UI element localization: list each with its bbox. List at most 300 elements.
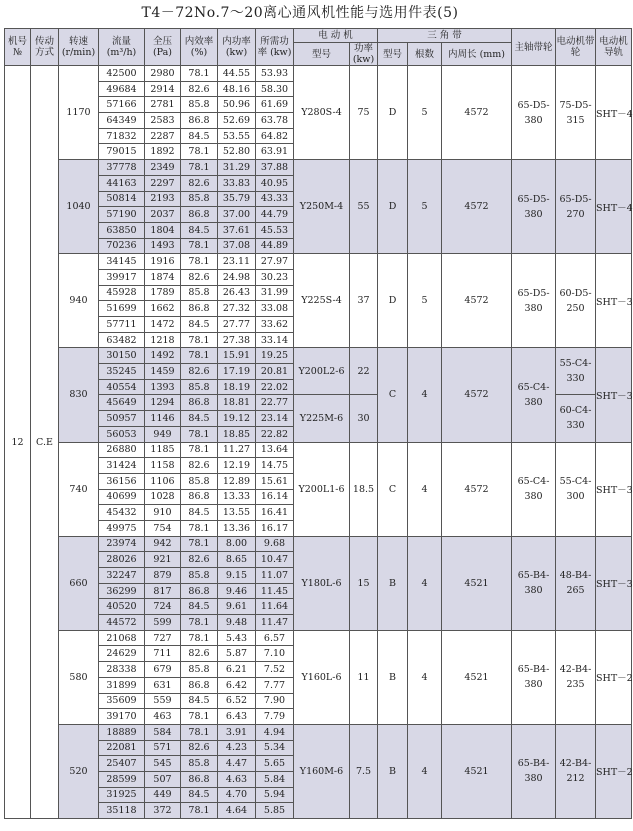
belt-count-cell: 5 bbox=[408, 160, 442, 254]
motor-power-cell: 55 bbox=[350, 160, 378, 254]
pressure-cell: 879 bbox=[145, 568, 181, 584]
required-power-cell: 23.14 bbox=[256, 411, 294, 427]
internal-power-cell: 13.36 bbox=[218, 520, 256, 536]
pressure-cell: 1294 bbox=[145, 395, 181, 411]
pressure-cell: 942 bbox=[145, 536, 181, 552]
belt-length-cell: 4572 bbox=[442, 66, 512, 160]
internal-power-cell: 23.11 bbox=[218, 254, 256, 270]
pressure-cell: 754 bbox=[145, 520, 181, 536]
pressure-cell: 1218 bbox=[145, 332, 181, 348]
internal-power-cell: 48.16 bbox=[218, 81, 256, 97]
belt-length-cell: 4521 bbox=[442, 536, 512, 630]
required-power-cell: 16.41 bbox=[256, 505, 294, 521]
required-power-cell: 5.94 bbox=[256, 787, 294, 803]
internal-power-cell: 19.12 bbox=[218, 411, 256, 427]
flow-cell: 23974 bbox=[99, 536, 145, 552]
motor-power-cell: 15 bbox=[350, 536, 378, 630]
flow-cell: 45432 bbox=[99, 505, 145, 521]
efficiency-cell: 84.5 bbox=[181, 411, 218, 427]
internal-power-cell: 18.81 bbox=[218, 395, 256, 411]
pressure-cell: 2781 bbox=[145, 97, 181, 113]
flow-cell: 57711 bbox=[99, 317, 145, 333]
flow-cell: 24629 bbox=[99, 646, 145, 662]
table-row bbox=[5, 536, 632, 552]
required-power-cell: 4.94 bbox=[256, 724, 294, 740]
belt-model-cell: D bbox=[378, 254, 408, 348]
flow-cell: 31899 bbox=[99, 677, 145, 693]
motor-pulley-cell: 42-B4-235 bbox=[556, 630, 596, 724]
pressure-cell: 2980 bbox=[145, 66, 181, 82]
belt-count-cell: 4 bbox=[408, 442, 442, 536]
required-power-cell: 22.77 bbox=[256, 395, 294, 411]
efficiency-cell: 78.1 bbox=[181, 615, 218, 631]
motor-pulley-cell: 65-D5-270 bbox=[556, 160, 596, 254]
flow-cell: 44572 bbox=[99, 615, 145, 631]
required-power-cell: 61.69 bbox=[256, 97, 294, 113]
table-row bbox=[5, 724, 632, 740]
required-power-cell: 33.62 bbox=[256, 317, 294, 333]
motor-pulley-cell: 75-D5-315 bbox=[556, 66, 596, 160]
belt-model-cell: B bbox=[378, 630, 408, 724]
motor-model-cell: Y225M-6 bbox=[294, 395, 350, 442]
efficiency-cell: 78.1 bbox=[181, 144, 218, 160]
flow-cell: 35118 bbox=[99, 803, 145, 819]
motor-power-cell: 75 bbox=[350, 66, 378, 160]
pressure-cell: 1916 bbox=[145, 254, 181, 270]
motor-power-cell: 37 bbox=[350, 254, 378, 348]
header-suoxu: 所需功率 (kw) bbox=[256, 29, 294, 66]
pressure-cell: 1185 bbox=[145, 442, 181, 458]
efficiency-cell: 78.1 bbox=[181, 630, 218, 646]
pressure-cell: 449 bbox=[145, 787, 181, 803]
required-power-cell: 43.33 bbox=[256, 191, 294, 207]
motor-pulley-cell: 55-C4-330 bbox=[556, 348, 596, 395]
page-title: T4－72No.7～20离心通风机性能与选用件表(5) bbox=[141, 5, 459, 21]
internal-power-cell: 37.61 bbox=[218, 222, 256, 238]
efficiency-cell: 82.6 bbox=[181, 269, 218, 285]
efficiency-cell: 82.6 bbox=[181, 364, 218, 380]
main-pulley-cell: 65-C4-380 bbox=[512, 348, 556, 442]
header-motor-group: 电 动 机 bbox=[294, 29, 378, 43]
efficiency-cell: 84.5 bbox=[181, 505, 218, 521]
pressure-cell: 921 bbox=[145, 552, 181, 568]
pressure-cell: 724 bbox=[145, 599, 181, 615]
pressure-cell: 949 bbox=[145, 426, 181, 442]
rail-cell: SHT－2 bbox=[596, 630, 632, 724]
internal-power-cell: 11.27 bbox=[218, 442, 256, 458]
efficiency-cell: 86.8 bbox=[181, 583, 218, 599]
header-motor-power: 功率 (kw) bbox=[350, 43, 378, 66]
rail-cell: SHT－4 bbox=[596, 66, 632, 160]
belt-count-cell: 5 bbox=[408, 254, 442, 348]
required-power-cell: 10.47 bbox=[256, 552, 294, 568]
belt-length-cell: 4572 bbox=[442, 160, 512, 254]
pressure-cell: 1662 bbox=[145, 301, 181, 317]
pressure-cell: 679 bbox=[145, 662, 181, 678]
efficiency-cell: 85.8 bbox=[181, 473, 218, 489]
required-power-cell: 16.17 bbox=[256, 520, 294, 536]
internal-power-cell: 5.43 bbox=[218, 630, 256, 646]
required-power-cell: 7.90 bbox=[256, 693, 294, 709]
main-pulley-cell: 65-D5-380 bbox=[512, 254, 556, 348]
required-power-cell: 5.65 bbox=[256, 756, 294, 772]
belt-length-cell: 4521 bbox=[442, 724, 512, 818]
header-belt-group: 三 角 带 bbox=[378, 29, 512, 43]
header-main-pulley: 主轴带轮 bbox=[512, 29, 556, 66]
belt-count-cell: 4 bbox=[408, 348, 442, 442]
flow-cell: 28026 bbox=[99, 552, 145, 568]
internal-power-cell: 33.83 bbox=[218, 175, 256, 191]
motor-model-cell: Y225S-4 bbox=[294, 254, 350, 348]
flow-cell: 35245 bbox=[99, 364, 145, 380]
motor-model-cell: Y200L1-6 bbox=[294, 442, 350, 536]
pressure-cell: 1472 bbox=[145, 317, 181, 333]
efficiency-cell: 86.8 bbox=[181, 207, 218, 223]
flow-cell: 35609 bbox=[99, 693, 145, 709]
header-liuliang: 流量 (m³/h) bbox=[99, 29, 145, 66]
header-belt-count: 根数 bbox=[408, 43, 442, 66]
speed-cell: 580 bbox=[59, 630, 99, 724]
main-pulley-cell: 65-B4-380 bbox=[512, 536, 556, 630]
required-power-cell: 15.61 bbox=[256, 473, 294, 489]
flow-cell: 36299 bbox=[99, 583, 145, 599]
belt-model-cell: B bbox=[378, 536, 408, 630]
belt-count-cell: 4 bbox=[408, 724, 442, 818]
flow-cell: 28599 bbox=[99, 771, 145, 787]
flow-cell: 37778 bbox=[99, 160, 145, 176]
flow-cell: 57166 bbox=[99, 97, 145, 113]
internal-power-cell: 6.21 bbox=[218, 662, 256, 678]
internal-power-cell: 44.55 bbox=[218, 66, 256, 82]
motor-power-cell: 7.5 bbox=[350, 724, 378, 818]
motor-model-cell: Y200L2-6 bbox=[294, 348, 350, 395]
efficiency-cell: 78.1 bbox=[181, 332, 218, 348]
flow-cell: 32247 bbox=[99, 568, 145, 584]
header-belt-len: 内周长 (mm) bbox=[442, 43, 512, 66]
pressure-cell: 584 bbox=[145, 724, 181, 740]
internal-power-cell: 6.52 bbox=[218, 693, 256, 709]
motor-model-cell: Y250M-4 bbox=[294, 160, 350, 254]
speed-cell: 1040 bbox=[59, 160, 99, 254]
internal-power-cell: 17.19 bbox=[218, 364, 256, 380]
internal-power-cell: 18.19 bbox=[218, 379, 256, 395]
efficiency-cell: 86.8 bbox=[181, 489, 218, 505]
flow-cell: 79015 bbox=[99, 144, 145, 160]
internal-power-cell: 27.77 bbox=[218, 317, 256, 333]
flow-cell: 56053 bbox=[99, 426, 145, 442]
required-power-cell: 37.88 bbox=[256, 160, 294, 176]
speed-cell: 520 bbox=[59, 724, 99, 818]
motor-pulley-cell: 42-B4-212 bbox=[556, 724, 596, 818]
pressure-cell: 599 bbox=[145, 615, 181, 631]
required-power-cell: 22.82 bbox=[256, 426, 294, 442]
flow-cell: 49684 bbox=[99, 81, 145, 97]
motor-pulley-cell: 60-C4-330 bbox=[556, 395, 596, 442]
required-power-cell: 53.93 bbox=[256, 66, 294, 82]
flow-cell: 36156 bbox=[99, 473, 145, 489]
flow-cell: 49975 bbox=[99, 520, 145, 536]
efficiency-cell: 82.6 bbox=[181, 175, 218, 191]
drive-type: C.E bbox=[31, 66, 59, 819]
flow-cell: 30150 bbox=[99, 348, 145, 364]
belt-count-cell: 4 bbox=[408, 630, 442, 724]
required-power-cell: 11.07 bbox=[256, 568, 294, 584]
internal-power-cell: 18.85 bbox=[218, 426, 256, 442]
internal-power-cell: 4.47 bbox=[218, 756, 256, 772]
flow-cell: 45649 bbox=[99, 395, 145, 411]
required-power-cell: 58.30 bbox=[256, 81, 294, 97]
motor-power-cell: 22 bbox=[350, 348, 378, 395]
required-power-cell: 40.95 bbox=[256, 175, 294, 191]
internal-power-cell: 8.00 bbox=[218, 536, 256, 552]
required-power-cell: 44.79 bbox=[256, 207, 294, 223]
required-power-cell: 63.78 bbox=[256, 113, 294, 129]
required-power-cell: 11.47 bbox=[256, 615, 294, 631]
flow-cell: 26880 bbox=[99, 442, 145, 458]
internal-power-cell: 52.69 bbox=[218, 113, 256, 129]
header-motor-pulley: 电动机带轮 bbox=[556, 29, 596, 66]
efficiency-cell: 85.8 bbox=[181, 285, 218, 301]
rail-cell: SHT－3 bbox=[596, 536, 632, 630]
required-power-cell: 64.82 bbox=[256, 128, 294, 144]
required-power-cell: 14.75 bbox=[256, 458, 294, 474]
required-power-cell: 22.02 bbox=[256, 379, 294, 395]
efficiency-cell: 86.8 bbox=[181, 301, 218, 317]
pressure-cell: 1028 bbox=[145, 489, 181, 505]
belt-count-cell: 5 bbox=[408, 66, 442, 160]
belt-model-cell: B bbox=[378, 724, 408, 818]
efficiency-cell: 85.8 bbox=[181, 756, 218, 772]
motor-pulley-cell: 60-D5-250 bbox=[556, 254, 596, 348]
table-row bbox=[5, 630, 632, 646]
efficiency-cell: 86.8 bbox=[181, 113, 218, 129]
pressure-cell: 1492 bbox=[145, 348, 181, 364]
belt-model-cell: C bbox=[378, 348, 408, 442]
motor-power-cell: 18.5 bbox=[350, 442, 378, 536]
pressure-cell: 2193 bbox=[145, 191, 181, 207]
internal-power-cell: 13.33 bbox=[218, 489, 256, 505]
motor-model-cell: Y160M-6 bbox=[294, 724, 350, 818]
pressure-cell: 1393 bbox=[145, 379, 181, 395]
rail-cell: SHT－3 bbox=[596, 442, 632, 536]
pressure-cell: 711 bbox=[145, 646, 181, 662]
required-power-cell: 16.14 bbox=[256, 489, 294, 505]
efficiency-cell: 84.5 bbox=[181, 787, 218, 803]
internal-power-cell: 27.32 bbox=[218, 301, 256, 317]
required-power-cell: 7.52 bbox=[256, 662, 294, 678]
efficiency-cell: 78.1 bbox=[181, 348, 218, 364]
flow-cell: 39917 bbox=[99, 269, 145, 285]
flow-cell: 28338 bbox=[99, 662, 145, 678]
pressure-cell: 372 bbox=[145, 803, 181, 819]
machine-no: 12 bbox=[5, 66, 31, 819]
flow-cell: 18889 bbox=[99, 724, 145, 740]
efficiency-cell: 85.8 bbox=[181, 568, 218, 584]
header-jihao: 机号 № bbox=[5, 29, 31, 66]
speed-cell: 940 bbox=[59, 254, 99, 348]
internal-power-cell: 12.89 bbox=[218, 473, 256, 489]
header-zhuansu: 转速 (r/min) bbox=[59, 29, 99, 66]
internal-power-cell: 8.65 bbox=[218, 552, 256, 568]
motor-pulley-cell: 48-B4-265 bbox=[556, 536, 596, 630]
pressure-cell: 1804 bbox=[145, 222, 181, 238]
flow-cell: 39170 bbox=[99, 709, 145, 725]
required-power-cell: 20.81 bbox=[256, 364, 294, 380]
internal-power-cell: 27.38 bbox=[218, 332, 256, 348]
flow-cell: 21068 bbox=[99, 630, 145, 646]
internal-power-cell: 52.80 bbox=[218, 144, 256, 160]
table-row bbox=[5, 348, 632, 364]
belt-model-cell: D bbox=[378, 160, 408, 254]
efficiency-cell: 82.6 bbox=[181, 81, 218, 97]
internal-power-cell: 31.29 bbox=[218, 160, 256, 176]
pressure-cell: 545 bbox=[145, 756, 181, 772]
efficiency-cell: 78.1 bbox=[181, 238, 218, 254]
motor-model-cell: Y180L-6 bbox=[294, 536, 350, 630]
required-power-cell: 19.25 bbox=[256, 348, 294, 364]
speed-cell: 740 bbox=[59, 442, 99, 536]
efficiency-cell: 82.6 bbox=[181, 552, 218, 568]
pressure-cell: 2297 bbox=[145, 175, 181, 191]
efficiency-cell: 84.5 bbox=[181, 599, 218, 615]
speed-cell: 830 bbox=[59, 348, 99, 442]
flow-cell: 51699 bbox=[99, 301, 145, 317]
internal-power-cell: 15.91 bbox=[218, 348, 256, 364]
internal-power-cell: 50.96 bbox=[218, 97, 256, 113]
efficiency-cell: 85.8 bbox=[181, 97, 218, 113]
required-power-cell: 6.57 bbox=[256, 630, 294, 646]
header-motor-rail: 电动机导轨 bbox=[596, 29, 632, 66]
flow-cell: 40554 bbox=[99, 379, 145, 395]
pressure-cell: 2914 bbox=[145, 81, 181, 97]
belt-model-cell: D bbox=[378, 66, 408, 160]
internal-power-cell: 4.70 bbox=[218, 787, 256, 803]
fan-performance-table bbox=[4, 28, 632, 819]
efficiency-cell: 85.8 bbox=[181, 379, 218, 395]
flow-cell: 70236 bbox=[99, 238, 145, 254]
pressure-cell: 2287 bbox=[145, 128, 181, 144]
efficiency-cell: 78.1 bbox=[181, 160, 218, 176]
required-power-cell: 27.97 bbox=[256, 254, 294, 270]
efficiency-cell: 78.1 bbox=[181, 520, 218, 536]
pressure-cell: 817 bbox=[145, 583, 181, 599]
required-power-cell: 11.64 bbox=[256, 599, 294, 615]
rail-cell: SHT－3 bbox=[596, 254, 632, 348]
motor-model-cell: Y280S-4 bbox=[294, 66, 350, 160]
belt-length-cell: 4572 bbox=[442, 348, 512, 442]
pressure-cell: 1493 bbox=[145, 238, 181, 254]
internal-power-cell: 37.00 bbox=[218, 207, 256, 223]
flow-cell: 63850 bbox=[99, 222, 145, 238]
table-row bbox=[5, 254, 632, 270]
main-pulley-cell: 65-B4-380 bbox=[512, 630, 556, 724]
efficiency-cell: 85.8 bbox=[181, 662, 218, 678]
required-power-cell: 33.14 bbox=[256, 332, 294, 348]
belt-length-cell: 4572 bbox=[442, 254, 512, 348]
pressure-cell: 1892 bbox=[145, 144, 181, 160]
efficiency-cell: 78.1 bbox=[181, 66, 218, 82]
pressure-cell: 727 bbox=[145, 630, 181, 646]
main-pulley-cell: 65-D5-380 bbox=[512, 66, 556, 160]
pressure-cell: 463 bbox=[145, 709, 181, 725]
efficiency-cell: 82.6 bbox=[181, 740, 218, 756]
required-power-cell: 33.08 bbox=[256, 301, 294, 317]
flow-cell: 44163 bbox=[99, 175, 145, 191]
pressure-cell: 910 bbox=[145, 505, 181, 521]
internal-power-cell: 9.46 bbox=[218, 583, 256, 599]
pressure-cell: 1106 bbox=[145, 473, 181, 489]
required-power-cell: 45.53 bbox=[256, 222, 294, 238]
required-power-cell: 13.64 bbox=[256, 442, 294, 458]
belt-count-cell: 4 bbox=[408, 536, 442, 630]
header-quanya: 全压 (Pa) bbox=[145, 29, 181, 66]
efficiency-cell: 78.1 bbox=[181, 442, 218, 458]
pressure-cell: 1146 bbox=[145, 411, 181, 427]
internal-power-cell: 26.43 bbox=[218, 285, 256, 301]
required-power-cell: 5.85 bbox=[256, 803, 294, 819]
motor-power-cell: 11 bbox=[350, 630, 378, 724]
pressure-cell: 1459 bbox=[145, 364, 181, 380]
pressure-cell: 1789 bbox=[145, 285, 181, 301]
internal-power-cell: 9.15 bbox=[218, 568, 256, 584]
flow-cell: 31925 bbox=[99, 787, 145, 803]
pressure-cell: 1874 bbox=[145, 269, 181, 285]
belt-model-cell: C bbox=[378, 442, 408, 536]
required-power-cell: 44.89 bbox=[256, 238, 294, 254]
efficiency-cell: 82.6 bbox=[181, 646, 218, 662]
required-power-cell: 11.45 bbox=[256, 583, 294, 599]
efficiency-cell: 86.8 bbox=[181, 771, 218, 787]
pressure-cell: 2349 bbox=[145, 160, 181, 176]
efficiency-cell: 78.1 bbox=[181, 254, 218, 270]
flow-cell: 71832 bbox=[99, 128, 145, 144]
speed-cell: 1170 bbox=[59, 66, 99, 160]
required-power-cell: 5.34 bbox=[256, 740, 294, 756]
flow-cell: 25407 bbox=[99, 756, 145, 772]
flow-cell: 64349 bbox=[99, 113, 145, 129]
required-power-cell: 31.99 bbox=[256, 285, 294, 301]
pressure-cell: 2037 bbox=[145, 207, 181, 223]
internal-power-cell: 4.64 bbox=[218, 803, 256, 819]
required-power-cell: 63.91 bbox=[256, 144, 294, 160]
internal-power-cell: 9.61 bbox=[218, 599, 256, 615]
table-row bbox=[5, 442, 632, 458]
internal-power-cell: 24.98 bbox=[218, 269, 256, 285]
flow-cell: 42500 bbox=[99, 66, 145, 82]
main-pulley-cell: 65-B4-380 bbox=[512, 724, 556, 818]
flow-cell: 57190 bbox=[99, 207, 145, 223]
flow-cell: 50814 bbox=[99, 191, 145, 207]
required-power-cell: 5.84 bbox=[256, 771, 294, 787]
internal-power-cell: 3.91 bbox=[218, 724, 256, 740]
efficiency-cell: 82.6 bbox=[181, 458, 218, 474]
efficiency-cell: 84.5 bbox=[181, 317, 218, 333]
flow-cell: 50957 bbox=[99, 411, 145, 427]
main-pulley-cell: 65-C4-380 bbox=[512, 442, 556, 536]
speed-cell: 660 bbox=[59, 536, 99, 630]
pressure-cell: 631 bbox=[145, 677, 181, 693]
table-body bbox=[5, 66, 632, 819]
efficiency-cell: 84.5 bbox=[181, 128, 218, 144]
main-pulley-cell: 65-D5-380 bbox=[512, 160, 556, 254]
efficiency-cell: 78.1 bbox=[181, 536, 218, 552]
pressure-cell: 559 bbox=[145, 693, 181, 709]
internal-power-cell: 4.63 bbox=[218, 771, 256, 787]
flow-cell: 40520 bbox=[99, 599, 145, 615]
efficiency-cell: 84.5 bbox=[181, 693, 218, 709]
internal-power-cell: 12.19 bbox=[218, 458, 256, 474]
required-power-cell: 9.68 bbox=[256, 536, 294, 552]
